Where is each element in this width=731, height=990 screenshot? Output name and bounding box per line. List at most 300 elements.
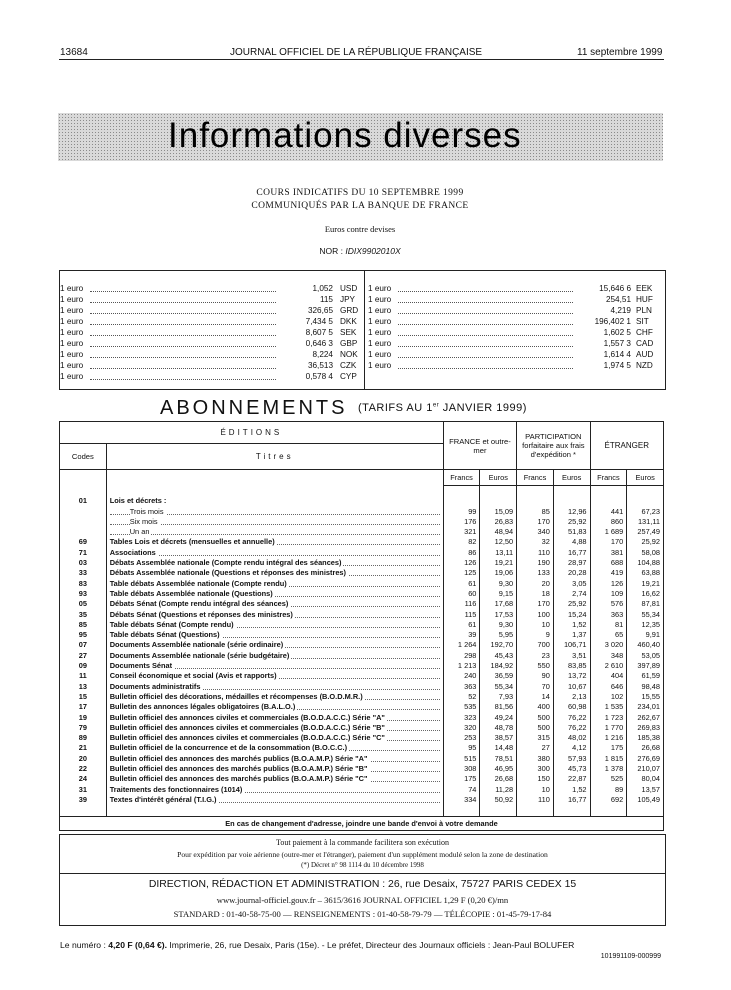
france-francs: 95	[443, 743, 480, 753]
etranger-euros: 87,81	[627, 599, 664, 609]
france-francs: 61	[443, 620, 480, 630]
france-francs: 515	[443, 754, 480, 764]
edition-title	[106, 754, 443, 764]
etranger-euros: 9,91	[627, 630, 664, 640]
france-euros: 19,21	[480, 558, 517, 568]
participation-euros: 4,88	[553, 537, 590, 547]
participation-euros: 28,97	[553, 558, 590, 568]
numero-price: 4,20 F (0,64 €).	[108, 940, 168, 950]
participation-euros: 1,52	[553, 620, 590, 630]
subscription-table	[59, 421, 664, 831]
france-francs: 86	[443, 548, 480, 558]
participation-euros: 25,92	[553, 599, 590, 609]
currency-code: NZD	[636, 361, 653, 370]
edition-title-text: Débats Assemblée nationale (Compte rendu intégral des séances)	[109, 558, 342, 568]
rate-value: 0,578 4	[305, 372, 333, 381]
left-rate-row	[60, 371, 360, 382]
etranger-francs: 81	[590, 620, 627, 630]
etranger-francs: 688	[590, 558, 627, 568]
etranger-francs: 1 770	[590, 723, 627, 733]
edition-title-text: Documents administratifs	[109, 681, 201, 691]
abonnements-title: ABONNEMENTS	[160, 397, 348, 419]
rate-label: 1 euro	[368, 328, 392, 337]
leader-dots	[90, 291, 276, 292]
etranger-francs: 1 689	[590, 527, 627, 537]
rates-heading-1: COURS INDICATIFS DU 10 SEPTEMBRE 1999	[256, 188, 464, 198]
sub-francs-france: Francs	[443, 470, 480, 486]
currency-code: GBP	[340, 339, 358, 348]
table-row	[60, 527, 664, 537]
edition-title	[106, 795, 443, 805]
leader-dots	[110, 534, 440, 535]
edition-code: 03	[60, 558, 107, 568]
edition-code: 05	[60, 599, 107, 609]
leader-dots	[90, 335, 276, 336]
left-rate-row	[60, 349, 360, 360]
france-francs: 39	[443, 630, 480, 640]
rate-label: 1 euro	[60, 372, 84, 381]
edition-code: 95	[60, 630, 107, 640]
table-row	[60, 774, 664, 784]
edition-code: 93	[60, 589, 107, 599]
table-row	[60, 764, 664, 774]
payment-note: Tout paiement à la commande facilitera son exécution	[276, 838, 449, 847]
france-euros: 5,95	[480, 630, 517, 640]
edition-title-text: Traitements des fonctionnaires (1014)	[109, 784, 243, 794]
leader-dots	[90, 368, 276, 369]
edition-title-text: Débats Assemblée nationale (Questions et réponses des ministres)	[109, 568, 347, 578]
edition-code: 13	[60, 682, 107, 692]
edition-title	[106, 537, 443, 547]
participation-euros: 10,67	[553, 682, 590, 692]
etranger-euros: 19,21	[627, 579, 664, 589]
rate-value: 4,219	[610, 306, 631, 315]
etranger-francs: 126	[590, 579, 627, 589]
table-row	[60, 537, 664, 547]
edition-title	[106, 723, 443, 733]
participation-francs: 32	[517, 537, 554, 547]
edition-title-text: Lois et décrets :	[109, 496, 167, 506]
edition-code: 31	[60, 785, 107, 795]
participation-francs: 27	[517, 743, 554, 753]
right-rate-row	[368, 283, 665, 294]
participation-francs: 85	[517, 507, 554, 517]
rate-label: 1 euro	[60, 361, 84, 370]
edition-title-text: Bulletin des annonces légales obligatoires (B.A.L.O.)	[109, 702, 296, 712]
rate-label: 1 euro	[60, 317, 84, 326]
edition-title	[106, 743, 443, 753]
edition-title	[106, 610, 443, 620]
rate-value: 1,557 3	[603, 339, 631, 348]
abonnements-subtitle	[358, 402, 527, 414]
etranger-francs: 1 815	[590, 754, 627, 764]
sub-francs-etranger: Francs	[590, 470, 627, 486]
edition-title-text: Documents Assemblée nationale (série budgétaire)	[109, 650, 290, 660]
france-euros: 11,28	[480, 785, 517, 795]
etranger-euros: 16,62	[627, 589, 664, 599]
france-euros: 49,24	[480, 713, 517, 723]
etranger-francs: 65	[590, 630, 627, 640]
right-rate-row	[368, 338, 665, 349]
participation-francs: 700	[517, 640, 554, 650]
rate-label: 1 euro	[60, 284, 84, 293]
leader-dots	[398, 368, 573, 369]
edition-title-text: Table débats Sénat (Questions)	[109, 630, 220, 640]
participation-euros: 60,98	[553, 702, 590, 712]
edition-code: 71	[60, 548, 107, 558]
edition-title-text: Associations	[109, 547, 156, 557]
leader-dots	[398, 335, 573, 336]
footer-box	[59, 834, 666, 926]
table-row	[60, 496, 664, 506]
subtitle-pre: (TARIFS AU 1	[358, 402, 433, 414]
left-rate-row	[60, 360, 360, 371]
subtitle-post: JANVIER 1999)	[439, 402, 527, 414]
header-rule	[59, 59, 664, 60]
etranger-francs: 170	[590, 537, 627, 547]
footer-rule	[60, 873, 665, 874]
participation-francs: 133	[517, 568, 554, 578]
etranger-francs: 102	[590, 692, 627, 702]
france-francs: 535	[443, 702, 480, 712]
leader-dots	[398, 324, 573, 325]
rate-value: 7,434 5	[305, 317, 333, 326]
france-francs: 1 264	[443, 640, 480, 650]
etranger-euros: 460,40	[627, 640, 664, 650]
france-francs: 298	[443, 651, 480, 661]
reference-code: 101991109-000999	[600, 953, 661, 960]
rate-value: 8,607 5	[305, 328, 333, 337]
currency-code: CYP	[340, 372, 357, 381]
edition-title-text: Tables Lois et décrets (mensuelles et annuelle)	[109, 537, 275, 547]
etranger-euros: 12,35	[627, 620, 664, 630]
currency-code: CAD	[636, 339, 654, 348]
rates-left-column	[60, 283, 360, 382]
edition-title	[106, 579, 443, 589]
table-row	[60, 640, 664, 650]
france-euros	[480, 496, 517, 506]
etranger-euros: 257,49	[627, 527, 664, 537]
participation-euros: 3,51	[553, 651, 590, 661]
edition-title-text: Un an	[129, 527, 150, 537]
table-row	[60, 743, 664, 753]
head-france: FRANCE et outre-mer	[443, 422, 516, 470]
etranger-francs: 381	[590, 548, 627, 558]
edition-title	[106, 764, 443, 774]
rate-label: 1 euro	[368, 350, 392, 359]
participation-francs: 300	[517, 764, 554, 774]
france-euros: 15,09	[480, 507, 517, 517]
currency-code: NOK	[340, 350, 358, 359]
france-francs: 52	[443, 692, 480, 702]
etranger-euros: 15,55	[627, 692, 664, 702]
table-row	[60, 610, 664, 620]
edition-title-text: Conseil économique et social (Avis et rapports)	[109, 671, 277, 681]
edition-title-text: Table débats Assemblée nationale (Questions)	[109, 588, 273, 598]
head-codes: Codes	[60, 444, 107, 470]
etranger-francs: 576	[590, 599, 627, 609]
france-francs: 253	[443, 733, 480, 743]
participation-francs: 315	[517, 733, 554, 743]
france-francs: 99	[443, 507, 480, 517]
france-francs: 125	[443, 568, 480, 578]
head-etranger: ÉTRANGER	[590, 422, 663, 470]
etranger-euros: 26,68	[627, 743, 664, 753]
currency-code: CZK	[340, 361, 357, 370]
participation-francs: 70	[517, 682, 554, 692]
france-euros: 26,68	[480, 774, 517, 784]
sub-euros-france: Euros	[480, 470, 517, 486]
edition-code: 01	[60, 496, 107, 506]
rate-label: 1 euro	[60, 306, 84, 315]
rate-value: 1,052	[312, 284, 333, 293]
etranger-euros: 131,11	[627, 517, 664, 527]
table-row	[60, 651, 664, 661]
participation-euros: 76,22	[553, 723, 590, 733]
france-euros: 45,43	[480, 651, 517, 661]
edition-title-text: Bulletin officiel des annonces civiles et commerciales (B.O.D.A.C.C.) Série "A"	[109, 712, 385, 722]
right-rate-row	[368, 305, 665, 316]
edition-code: 22	[60, 764, 107, 774]
france-euros: 46,95	[480, 764, 517, 774]
right-rate-row	[368, 316, 665, 327]
etranger-euros: 67,23	[627, 507, 664, 517]
currency-code: SEK	[340, 328, 357, 337]
france-euros: 9,30	[480, 620, 517, 630]
edition-title	[106, 589, 443, 599]
france-euros: 78,51	[480, 754, 517, 764]
leader-dots	[398, 346, 573, 347]
left-rate-row	[60, 316, 360, 327]
edition-title-text: Trois mois	[129, 506, 164, 516]
etranger-francs: 3 020	[590, 640, 627, 650]
france-euros: 26,83	[480, 517, 517, 527]
etranger-euros: 210,07	[627, 764, 664, 774]
edition-code	[60, 527, 107, 537]
etranger-euros: 234,01	[627, 702, 664, 712]
etranger-francs: 646	[590, 682, 627, 692]
rate-label: 1 euro	[368, 295, 392, 304]
etranger-euros: 13,57	[627, 785, 664, 795]
table-row	[60, 548, 664, 558]
rate-label: 1 euro	[368, 339, 392, 348]
rates-heading-3: Euros contre devises	[324, 224, 396, 234]
participation-francs: 10	[517, 620, 554, 630]
rate-label: 1 euro	[60, 295, 84, 304]
edition-code: 89	[60, 733, 107, 743]
participation-euros: 15,24	[553, 610, 590, 620]
edition-title	[106, 733, 443, 743]
france-francs: 240	[443, 671, 480, 681]
participation-francs	[517, 496, 554, 506]
edition-title	[106, 527, 443, 537]
rate-value: 254,51	[605, 295, 631, 304]
edition-code: 79	[60, 723, 107, 733]
france-francs: 334	[443, 795, 480, 805]
subscription-table-body	[60, 486, 664, 806]
participation-francs: 170	[517, 517, 554, 527]
france-euros: 7,93	[480, 692, 517, 702]
edition-code: 39	[60, 795, 107, 805]
page-number: 13684	[60, 47, 88, 58]
journal-title: JOURNAL OFFICIEL DE LA RÉPUBLIQUE FRANÇAISE	[230, 47, 483, 58]
edition-title-text: Débats Sénat (Questions et réponses des ministres)	[109, 609, 293, 619]
leader-dots	[398, 357, 573, 358]
currency-code: GRD	[340, 306, 359, 315]
edition-title-text: Table débats Sénat (Compte rendu)	[109, 619, 234, 629]
edition-title	[106, 785, 443, 795]
france-euros: 9,15	[480, 589, 517, 599]
rate-value: 1,614 4	[603, 350, 631, 359]
subtitle-sup: er	[432, 402, 440, 409]
rate-label: 1 euro	[60, 350, 84, 359]
france-euros: 12,50	[480, 537, 517, 547]
etranger-francs	[590, 496, 627, 506]
section-title: Informations diverses	[168, 116, 522, 155]
rate-label: 1 euro	[368, 317, 392, 326]
table-row	[60, 785, 664, 795]
direction-address: DIRECTION, RÉDACTION ET ADMINISTRATION : 26, rue Desaix, 75727 PARIS CEDEX 15	[148, 879, 577, 890]
participation-euros: 76,22	[553, 713, 590, 723]
participation-euros: 16,77	[553, 795, 590, 805]
leader-dots	[90, 324, 276, 325]
participation-francs: 340	[517, 527, 554, 537]
etranger-francs: 1 535	[590, 702, 627, 712]
france-francs: 321	[443, 527, 480, 537]
currency-code: DKK	[340, 317, 357, 326]
france-francs: 308	[443, 764, 480, 774]
table-row	[60, 630, 664, 640]
france-francs: 363	[443, 682, 480, 692]
edition-title-text: Bulletin officiel des annonces civiles et commerciales (B.O.D.A.C.C.) Série "B"	[109, 722, 385, 732]
participation-euros: 22,87	[553, 774, 590, 784]
left-rate-row	[60, 305, 360, 316]
france-euros: 192,70	[480, 640, 517, 650]
sub-francs-participation: Francs	[517, 470, 554, 486]
left-rate-row	[60, 294, 360, 305]
edition-title-text: Bulletin officiel des annonces des marchés publics (B.O.A.M.P.) Série "A"	[109, 753, 368, 763]
edition-title-text: Textes d'intérêt général (T.I.G.)	[109, 794, 217, 804]
edition-title-text: Bulletin officiel des annonces des marchés publics (B.O.A.M.P.) Série "C"	[109, 774, 368, 784]
etranger-euros: 397,89	[627, 661, 664, 671]
table-row	[60, 682, 664, 692]
edition-title	[106, 548, 443, 558]
etranger-euros: 80,04	[627, 774, 664, 784]
edition-title-text: Bulletin officiel des annonces des marchés publics (B.O.A.M.P.) Série "B"	[109, 764, 368, 774]
nor-reference	[130, 246, 590, 256]
etranger-francs: 363	[590, 610, 627, 620]
participation-euros: 1,52	[553, 785, 590, 795]
france-euros: 55,34	[480, 682, 517, 692]
edition-title-text: Table débats Assemblée nationale (Compte rendu)	[109, 578, 287, 588]
france-euros: 38,57	[480, 733, 517, 743]
edition-title	[106, 507, 443, 517]
etranger-euros: 25,92	[627, 537, 664, 547]
contact-numbers: STANDARD : 01-40-58-75-00 — RENSEIGNEMENTS : 01-40-58-79-79 — TÉLÉCOPIE : 01-45-79-17-84	[173, 909, 552, 919]
table-row	[60, 620, 664, 630]
leader-dots	[398, 291, 573, 292]
table-row	[60, 517, 664, 527]
leader-dots	[90, 357, 276, 358]
edition-title	[106, 661, 443, 671]
etranger-francs: 692	[590, 795, 627, 805]
edition-code: 83	[60, 579, 107, 589]
participation-francs: 190	[517, 558, 554, 568]
leader-dots	[90, 346, 276, 347]
leader-dots	[90, 302, 276, 303]
participation-francs: 380	[517, 754, 554, 764]
etranger-francs: 419	[590, 568, 627, 578]
france-francs: 82	[443, 537, 480, 547]
participation-francs: 100	[517, 610, 554, 620]
table-row	[60, 733, 664, 743]
participation-francs: 90	[517, 671, 554, 681]
etranger-francs: 175	[590, 743, 627, 753]
edition-title-text: Documents Assemblée nationale (série ordinaire)	[109, 640, 284, 650]
participation-francs: 150	[517, 774, 554, 784]
rate-value: 326,65	[307, 306, 333, 315]
currency-code: USD	[340, 284, 358, 293]
leader-dots	[90, 313, 276, 314]
sub-euros-etranger: Euros	[627, 470, 664, 486]
rate-label: 1 euro	[60, 339, 84, 348]
edition-title	[106, 599, 443, 609]
rate-value: 196,402 1	[594, 317, 631, 326]
edition-title-text: Documents Sénat	[109, 661, 173, 671]
france-euros: 9,30	[480, 579, 517, 589]
table-row	[60, 692, 664, 702]
edition-title	[106, 671, 443, 681]
etranger-euros: 262,67	[627, 713, 664, 723]
france-euros: 19,06	[480, 568, 517, 578]
participation-francs: 500	[517, 723, 554, 733]
edition-title-text: Bulletin officiel des annonces civiles et commerciales (B.O.D.A.C.C.) Série "C"	[109, 733, 385, 743]
edition-code: 27	[60, 651, 107, 661]
table-row	[60, 713, 664, 723]
france-euros: 48,78	[480, 723, 517, 733]
france-euros: 81,56	[480, 702, 517, 712]
edition-code: 09	[60, 661, 107, 671]
etranger-euros: 58,08	[627, 548, 664, 558]
edition-title	[106, 517, 443, 527]
participation-euros: 13,72	[553, 671, 590, 681]
imprint-text: Imprimerie, 26, rue Desaix, Paris (15e). - Le préfet, Directeur des Journaux officiels : Jean-Paul BOLUFER	[167, 940, 575, 950]
edition-code: 24	[60, 774, 107, 784]
participation-francs: 18	[517, 589, 554, 599]
etranger-euros: 104,88	[627, 558, 664, 568]
france-euros: 17,68	[480, 599, 517, 609]
edition-code	[60, 517, 107, 527]
website-minitel: www.journal-officiel.gouv.fr – 3615/3616 JOURNAL OFFICIEL 1,29 F (0,20 €)/mn	[216, 895, 509, 905]
etranger-francs: 441	[590, 507, 627, 517]
leader-dots	[398, 313, 573, 314]
numero-label: Le numéro :	[60, 940, 106, 950]
edition-title	[106, 496, 443, 506]
participation-euros: 25,92	[553, 517, 590, 527]
france-francs: 320	[443, 723, 480, 733]
right-rate-row	[368, 294, 665, 305]
participation-euros: 2,13	[553, 692, 590, 702]
etranger-euros	[627, 496, 664, 506]
rate-label: 1 euro	[368, 306, 392, 315]
participation-euros: 20,28	[553, 568, 590, 578]
etranger-francs: 1 216	[590, 733, 627, 743]
edition-title	[106, 692, 443, 702]
head-editions: ÉDITIONS	[60, 422, 444, 444]
france-francs: 176	[443, 517, 480, 527]
edition-code: 85	[60, 620, 107, 630]
edition-title-text: Bulletin officiel des décorations, médailles et récompenses (B.O.D.M.R.)	[109, 691, 363, 701]
